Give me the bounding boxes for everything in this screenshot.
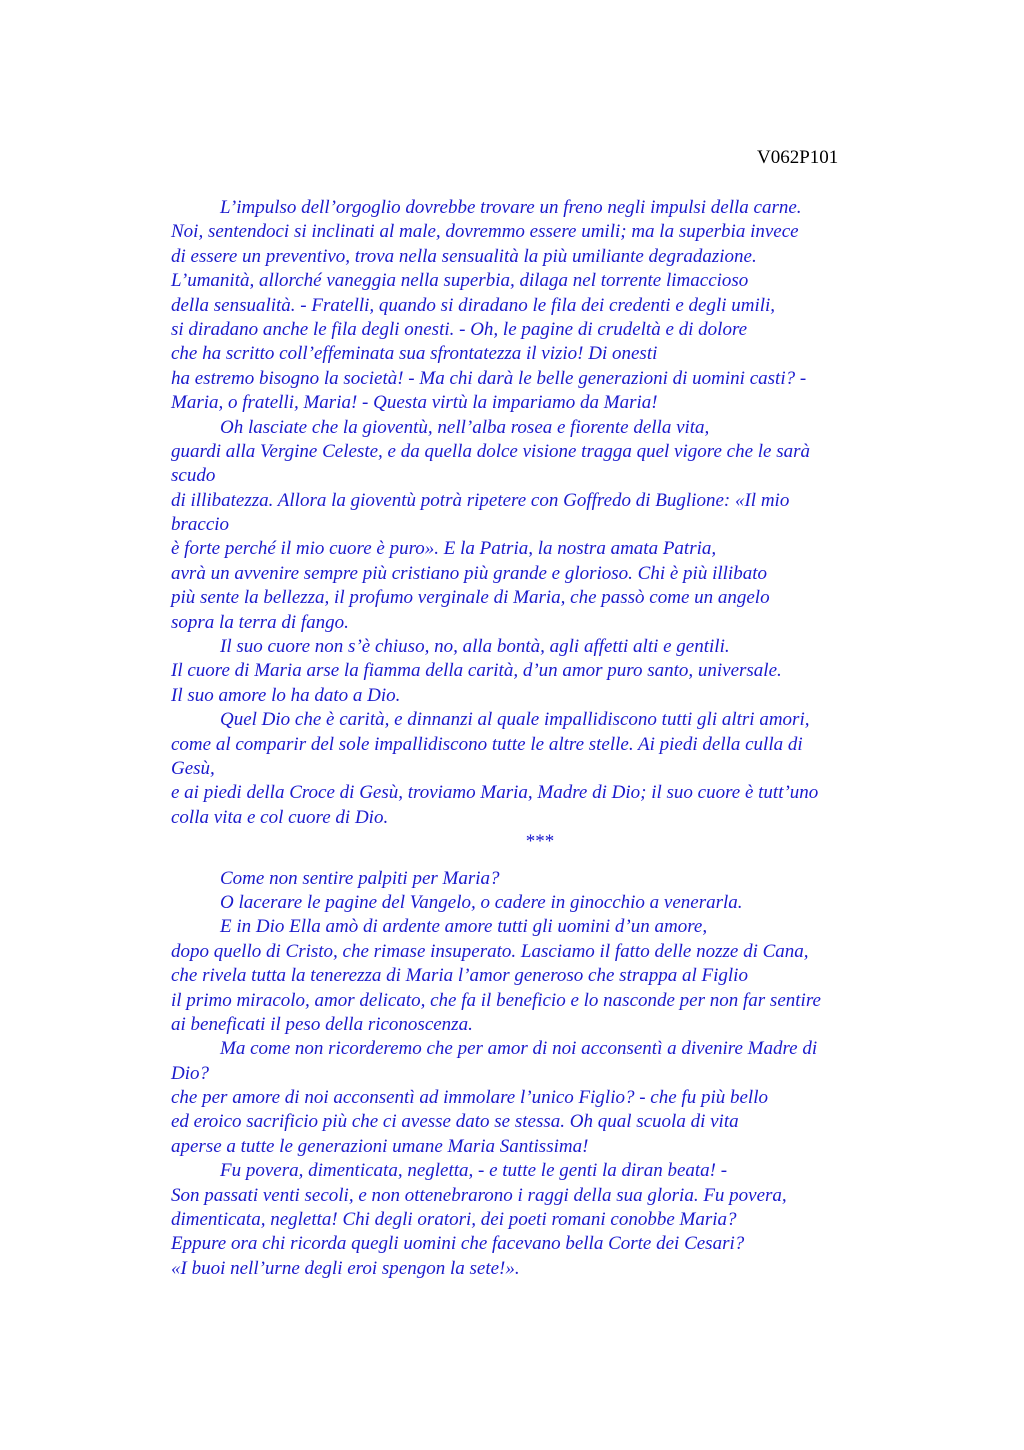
text-line: Il suo amore lo ha dato a Dio. [171,684,401,706]
text-line: Quel Dio che è carità, e dinnanzi al quale impallidiscono tutti gli altri amori, [220,709,810,731]
text-line: sopra la terra di fango. [171,611,349,633]
text-line: dopo quello di Cristo, che rimase insuperato. Lasciamo il fatto delle nozze di Cana, [171,940,809,962]
text-line: più sente la bellezza, il profumo verginale di Maria, che passò come un angelo [171,587,770,609]
text-line: Come non sentire palpiti per Maria? [220,867,500,889]
text-line: braccio [171,514,230,536]
text-line: avrà un avvenire sempre più cristiano più grande e glorioso. Chi è più illibato [171,562,767,584]
text-line: di illibatezza. Allora la gioventù potrà ripetere con Goffredo di Buglione: «Il mio [171,489,790,511]
text-line: scudo [171,465,216,487]
text-line: della sensualità. - Fratelli, quando si diradano le fila dei credenti e degli umili, [171,294,776,316]
document-body [171,196,891,1281]
text-line: ai beneficati il peso della riconoscenza. [171,1013,473,1035]
text-line: ed eroico sacrificio più che ci avesse dato se stessa. Oh qual scuola di vita [171,1111,739,1133]
text-line: L’impulso dell’orgoglio dovrebbe trovare un freno negli impulsi della carne. [220,197,802,218]
text-line: il primo miracolo, amor delicato, che fa il beneficio e lo nasconde per non far sentire [171,989,821,1011]
text-line: che ha scritto coll’effeminata sua sfrontatezza il vizio! Di onesti [171,343,658,365]
text-line: dimenticata, negletta! Chi degli oratori, dei poeti romani conobbe Maria? [171,1209,737,1231]
text-line: «I buoi nell’urne degli eroi spengon la sete!». [171,1257,520,1279]
text-line: Il cuore di Maria arse la fiamma della carità, d’un amor puro santo, universale. [171,660,782,682]
page-identifier: V062P101 [757,147,839,168]
text-line: Il suo cuore non s’è chiuso, no, alla bontà, agli affetti alti e gentili. [220,636,730,658]
section-gap [171,855,891,867]
text-line: Oh lasciate che la gioventù, nell’alba rosea e fiorente della vita, [220,416,710,438]
text-line: Ma come non ricorderemo che per amor di noi acconsentì a divenire Madre di [220,1038,818,1060]
text-line: che per amore di noi acconsentì ad immolare l’unico Figlio? - che fu più bello [171,1087,768,1109]
text-line: si diradano anche le fila degli onesti. - Oh, le pagine di crudeltà e di dolore [171,318,748,340]
text-line: Noi, sentendoci si inclinati al male, dovremmo essere umili; ma la superbia invece [171,221,799,243]
text-line: Maria, o fratelli, Maria! - Questa virtù la impariamo da Maria! [171,392,658,414]
text-line: guardi alla Vergine Celeste, e da quella dolce visione tragga quel vigore che le sarà [171,440,811,462]
section-separator: *** [525,831,555,853]
text-line: Fu povera, dimenticata, negletta, - e tutte le genti la diran beata! - [220,1160,728,1182]
text-line: che rivela tutta la tenerezza di Maria l’amor generoso che strappa al Figlio [171,965,748,987]
text-line: come al comparir del sole impallidiscono tutte le altre stelle. Ai piedi della culla di [171,733,803,755]
text-line: colla vita e col cuore di Dio. [171,806,389,828]
text-line: Dio? [171,1062,209,1084]
text-line: E in Dio Ella amò di ardente amore tutti gli uomini d’un amore, [220,916,708,938]
text-line: O lacerare le pagine del Vangelo, o cadere in ginocchio a venerarla. [220,891,743,913]
text-line: Eppure ora chi ricorda quegli uomini che facevano bella Corte dei Cesari? [171,1233,745,1255]
text-line: è forte perché il mio cuore è puro». E la Patria, la nostra amata Patria, [171,538,717,560]
text-line: L’umanità, allorché vaneggia nella superbia, dilaga nel torrente limaccioso [171,270,749,292]
text-section-1 [171,196,891,830]
text-line: di essere un preventivo, trova nella sensualità la più umiliante degradazione. [171,245,757,267]
text-line: e ai piedi della Croce di Gesù, troviamo Maria, Madre di Dio; il suo cuore è tutt’uno [171,782,819,804]
text-line: Gesù, [171,757,215,779]
text-line: Son passati venti secoli, e non ottenebrarono i raggi della sua gloria. Fu povera, [171,1184,787,1206]
text-line: aperse a tutte le generazioni umane Maria Santissima! [171,1135,589,1157]
text-section-2 [171,867,891,1282]
text-line: ha estremo bisogno la società! - Ma chi darà le belle generazioni di uomini casti? - [171,367,807,389]
